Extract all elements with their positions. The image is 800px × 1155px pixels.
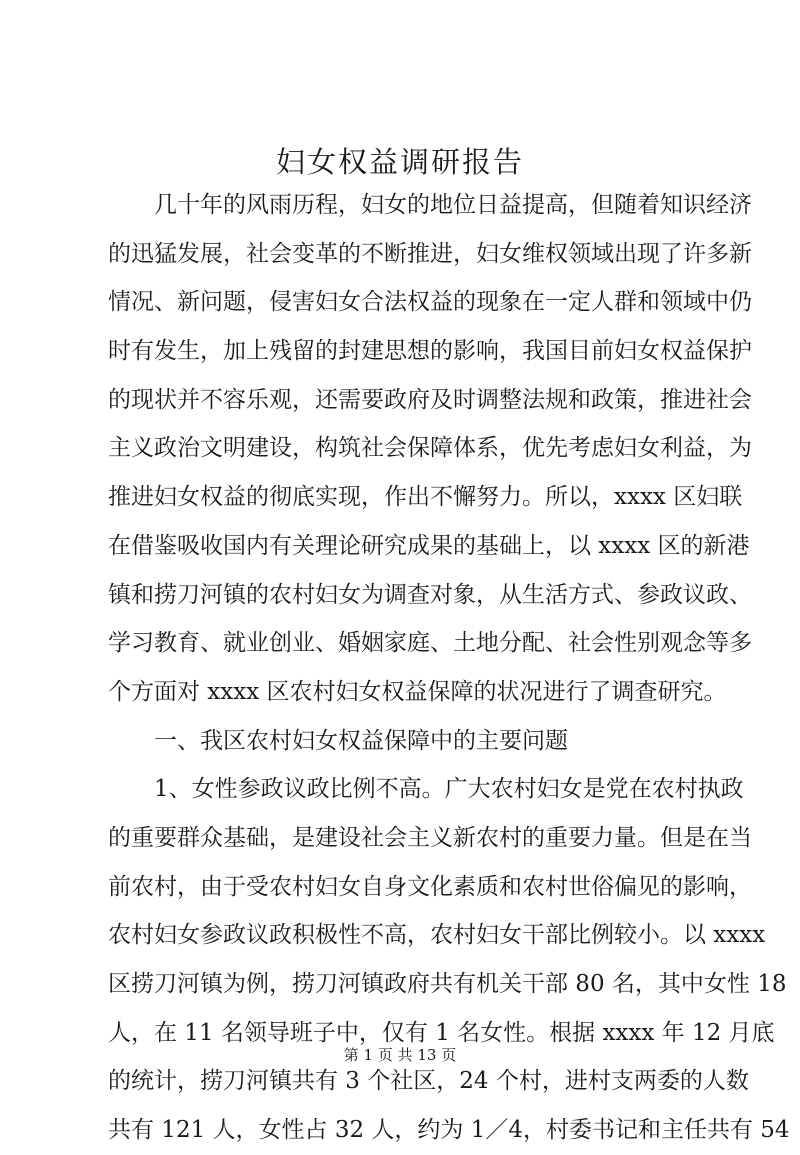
paragraph-line: 推进妇女权益的彻底实现，作出不懈努力。所以，xxxx 区妇联 — [108, 484, 743, 511]
paragraph-line: 农村妇女参政议政积极性不高，农村妇女干部比例较小。以 xxxx — [108, 922, 766, 949]
paragraph-line: 前农村，由于受农村妇女自身文化素质和农村世俗偏见的影响， — [108, 873, 752, 900]
section-heading: 一、我区农村妇女权益保障中的主要问题 — [154, 727, 568, 754]
paragraph-line: 区捞刀河镇为例，捞刀河镇政府共有机关干部 80 名，其中女性 18 — [108, 971, 787, 997]
paragraph-line: 的统计，捞刀河镇共有 3 个社区，24 个村，进村支两委的人数 — [108, 1068, 749, 1095]
document-title: 妇女权益调研报告 — [275, 145, 524, 179]
paragraph-line: 的重要群众基础，是建设社会主义新农村的重要力量。但是在当 — [108, 824, 752, 851]
paragraph-line: 的现状并不容乐观，还需要政府及时调整法规和政策，推进社会 — [108, 386, 752, 413]
paragraph-line: 在借鉴吸收国内有关理论研究成果的基础上，以 xxxx 区的新港 — [108, 532, 750, 559]
paragraph-line: 学习教育、就业创业、婚姻家庭、土地分配、社会性别观念等多 — [108, 630, 752, 657]
paragraph-line: 情况、新问题，侵害妇女合法权益的现象在一定人群和领域中仍 — [108, 289, 752, 316]
paragraph-line: 的迅猛发展，社会变革的不断推进，妇女维权领域出现了许多新 — [108, 240, 752, 267]
paragraph-line: 主义政治文明建设，构筑社会保障体系，优先考虑妇女利益，为 — [108, 435, 752, 462]
page-number-footer: 第 1 页 共 13 页 — [343, 1046, 457, 1064]
paragraph-line: 时有发生，加上残留的封建思想的影响，我国目前妇女权益保护 — [108, 338, 752, 365]
paragraph-line: 1、女性参政议政比例不高。广大农村妇女是党在农村执政 — [154, 776, 744, 803]
paragraph-line: 共有 121 人，女性占 32 人，约为 1／4，村委书记和主任共有 54 — [108, 1117, 790, 1144]
paragraph-line: 个方面对 xxxx 区农村妇女权益保障的状况进行了调查研究。 — [108, 678, 727, 705]
paragraph-line: 人，在 11 名领导班子中，仅有 1 名女性。根据 xxxx 年 12 月底 — [108, 1019, 775, 1046]
document-body — [108, 181, 790, 1155]
paragraph-line: 几十年的风雨历程，妇女的地位日益提高，但随着知识经济 — [154, 192, 752, 218]
paragraph-line: 镇和捞刀河镇的农村妇女为调查对象，从生活方式、参政议政、 — [108, 581, 752, 608]
